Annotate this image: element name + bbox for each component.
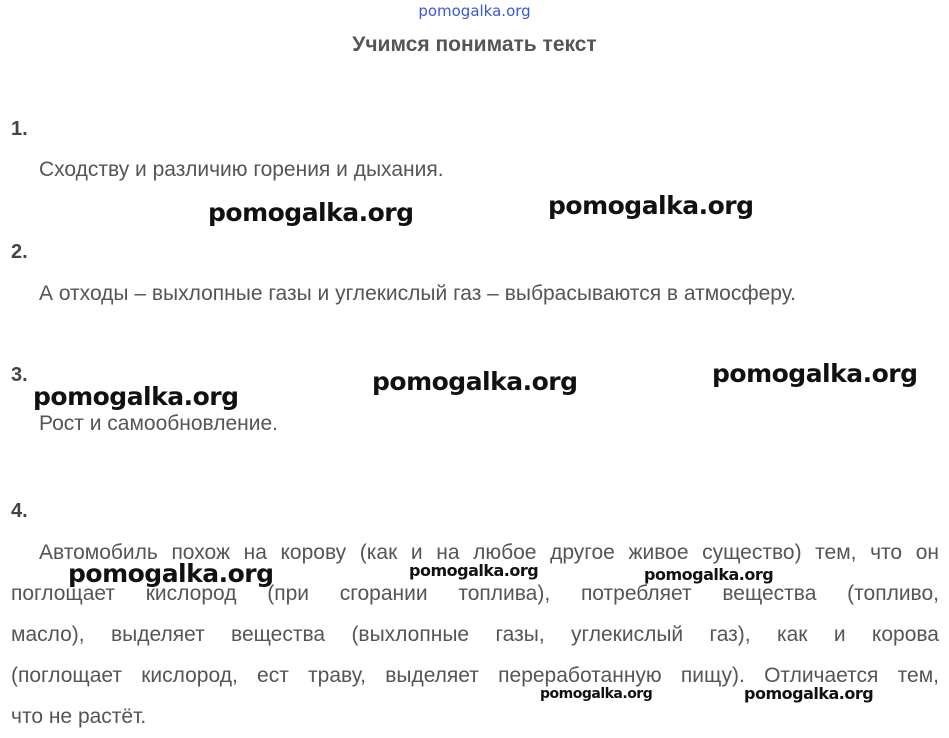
watermark: pomogalka.org [744, 684, 874, 703]
watermark: pomogalka.org [372, 367, 578, 396]
item-number-4: 4. [11, 500, 28, 522]
item-number-3: 3. [11, 364, 28, 386]
answer-4-line: Автомобиль похож на корову (как и на любое другое живое существо) тем, что он [39, 541, 939, 564]
watermark: pomogalka.org [548, 191, 754, 220]
item-number-1: 1. [11, 118, 28, 140]
item-number-2: 2. [11, 241, 28, 263]
watermark: pomogalka.org [409, 561, 539, 580]
item-answer-1: Сходству и различию горения и дыхания. [39, 158, 444, 181]
item-answer-2: А отходы – выхлопные газы и углекислый газ – выбрасываются в атмосферу. [39, 282, 796, 305]
answer-4-line: что не растёт. [11, 705, 147, 728]
watermark: pomogalka.org [540, 686, 653, 702]
watermark: pomogalka.org [208, 198, 414, 227]
site-header-link[interactable]: pomogalka.org [418, 2, 531, 20]
watermark: pomogalka.org [68, 559, 274, 588]
page-title: Учимся понимать текст [352, 33, 597, 56]
answer-4-line: поглощает кислород (при сгорании топлива), потребляет вещества (топливо, [11, 582, 939, 605]
item-answer-3: Рост и самообновление. [39, 412, 279, 435]
watermark: pomogalka.org [712, 359, 918, 388]
watermark: pomogalka.org [644, 565, 774, 584]
watermark: pomogalka.org [33, 382, 239, 411]
answer-4-line: (поглощает кислород, ест траву, выделяет переработанную пищу). Отличается тем, [11, 664, 939, 687]
answer-4-line: масло), выделяет вещества (выхлопные газы, углекислый газ), как и корова [11, 623, 939, 646]
